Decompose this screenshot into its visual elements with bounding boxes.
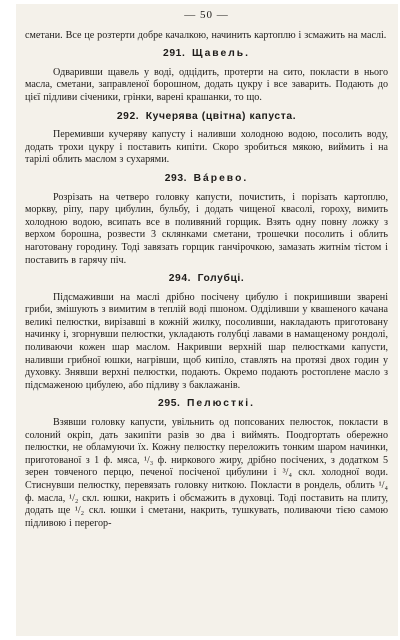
recipe-text-293: Розрізать на четверо головку капусти, почистить, і порізать картоплю, моркву, ріпу, пару цибулин, бульбу, і додать чищеної квасолі, гороху, вимить холодною водою, всипать все в поливяний горщик. Взять одну повну ложку з верхом борошна, розвести 3 склянками сметани, трошечки посолить і облить наготовану городину. Тоді завязать горщик ганчірочкою, замазать житнім тістом і поставить в гарячу піч. (25, 191, 388, 266)
recipe-number: 293. (164, 172, 188, 184)
recipe-heading-293 (25, 173, 388, 186)
recipe-title: Кучерява (цвітна) капуста. (145, 110, 297, 122)
recipe-text-295: Взявши головку капусти, увільнить од попсованих пелюсток, поклaсти в солоний окріп, дать закипіти разів зо два і виймять. Поодгортать обережно пелюстки, не обламуючи їх. Кожну пелюстку переложить тонким шаром начинки, приготованої з 1 ф. мяса, ¹/₃ ф. ниркового жиру, дрібно посічених, з додатком 5 зерен товченого перцю, печеної посіченої цибулини і ³/₄ скл. холодної води. Стиснувши пелюстку, перевязать головку ниткою. Поклaсти в рондель, облить ¹/₄ ф. масла, ¹/₂ скл. юшки, накрить і обсмажить в духовці. Тоді поставить на плиту, додать ще ¹/₂ скл. юшки і сметани, накрить, тушкувать, поливаючи тією самою підливою і перегор- (25, 417, 388, 529)
recipe-title: Пелюсткі. (186, 398, 255, 410)
recipe-text-291: Одваривши щавель у воді, одцідить, протерти на сито, поклaсти в нього масла, сметани, заправленої борошном, додать цукру і все заварить. Подають до цієї підливи січеники, грінки, варені крашанки, то що. (25, 66, 388, 103)
recipe-heading-292 (25, 111, 388, 124)
recipe-heading-295 (25, 398, 388, 411)
recipe-number: 291. (163, 48, 186, 60)
recipe-heading-294 (25, 273, 388, 286)
recipe-number: 294. (168, 273, 192, 285)
recipe-number: 292. (116, 110, 140, 122)
book-page (16, 4, 398, 636)
recipe-title: Щавель. (191, 48, 250, 60)
recipe-title: Bápeвo. (193, 172, 249, 184)
recipe-heading-291 (25, 48, 388, 61)
recipe-text-292: Перемивши кучеряву капусту і наливши холодною водою, посолить воду, додать трохи цукру і поставить кипіти. Скоро зробиться мякою, виймить і на тарілі облить маслом з сухарями. (25, 129, 388, 166)
page-number: — 50 — (184, 9, 229, 21)
recipe-title: Голубці. (197, 273, 245, 285)
recipe-text-294: Підсмаживши на маслі дрібно посічену цибулю і покришивши зварені гриби, змішують з вимитим в теплій воді пшоном. Одділивши у квашеного качана великі пелюстки, вирізавші в кожній жилку, посоливши, накладають приготовану начинку і, згорнувши пелюстки, укладають голубці лавами в намащеному рондолі, поливаючи кожен шар маслом. Накривши верхній шар пелюстками капусти, наливши грибної юшки, нагрівши, щоб кипіло, ставлять на протязі двох годин у духовку. Знявши верхні пелюстки, подають. Окремо подають ростоплене масло з підсмаженою цибулею, або підливу з баклажанів. (25, 291, 388, 391)
recipe-number: 295. (158, 398, 181, 410)
continued-paragraph: сметани. Все це розтерти добре качалкою, начинить картоплю і зсмажить на маслі. (25, 29, 387, 41)
